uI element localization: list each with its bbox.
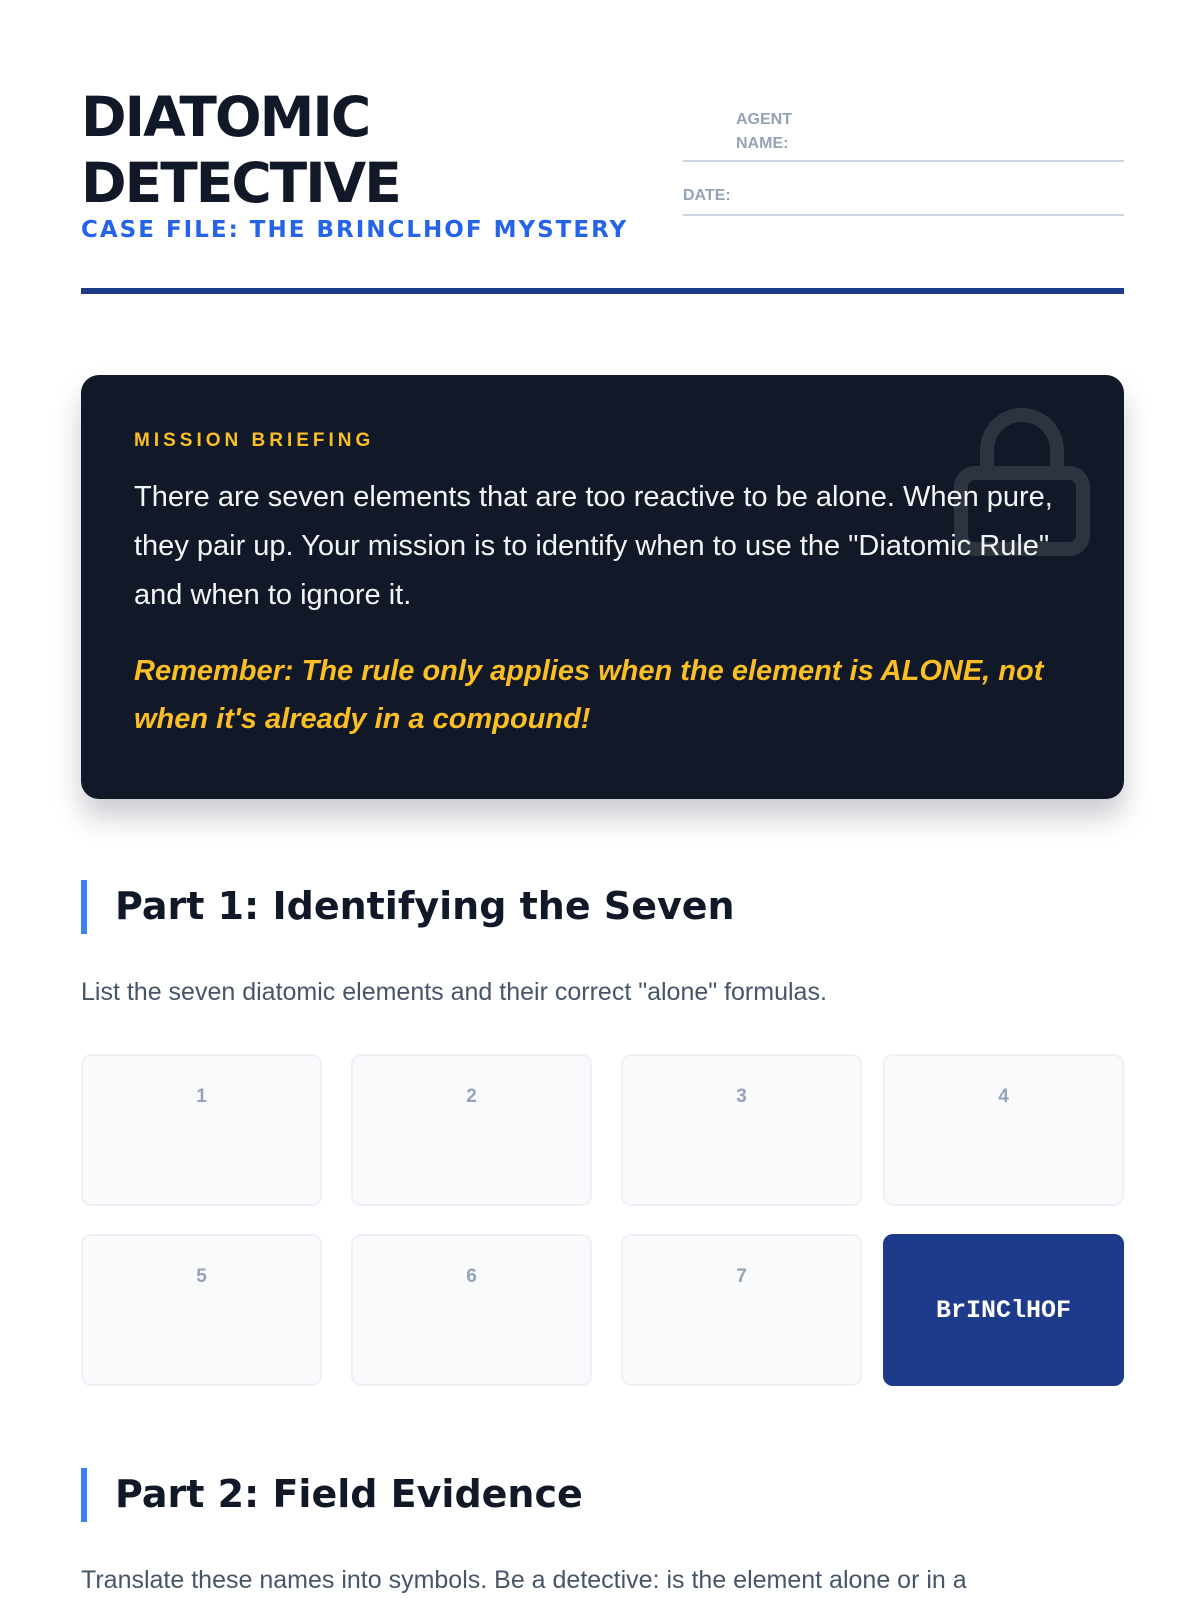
case-file-subtitle: CASE FILE: THE BRINCLHOF MYSTERY: [81, 217, 629, 243]
mnemonic-card: [883, 1234, 1124, 1386]
part1-heading: [81, 880, 981, 934]
part2-instructions: Translate these names into symbols. Be a detective: is the element alone or in a: [81, 1566, 967, 1594]
answer-box-number: 3: [736, 1086, 747, 1107]
briefing-reminder: Remember: The rule only applies when the element is ALONE, not when it's already in a compound!: [134, 655, 1044, 735]
agent-name-label: [736, 108, 826, 156]
date-field[interactable]: [683, 184, 1124, 216]
title-line-2: DETECTIVE: [81, 151, 400, 215]
answer-box-number: 6: [466, 1266, 477, 1287]
answer-box-number: 2: [466, 1086, 477, 1107]
answer-box-number: 4: [998, 1086, 1009, 1107]
answer-box-1[interactable]: [81, 1054, 322, 1206]
mnemonic-text: BrINClHOF: [935, 1296, 1072, 1325]
answer-box-number: 7: [736, 1266, 747, 1287]
worksheet-header: [81, 84, 1124, 296]
part2-heading-accent: [81, 1468, 87, 1522]
answer-box-6[interactable]: [351, 1234, 592, 1386]
answer-box-4[interactable]: [883, 1054, 1124, 1206]
briefing-label: MISSION BRIEFING: [134, 430, 375, 451]
agent-label-line-2: NAME:: [736, 135, 789, 152]
answer-box-7[interactable]: [621, 1234, 862, 1386]
part2-heading-text: Part 2: Field Evidence: [115, 1472, 583, 1516]
answer-box-2[interactable]: [351, 1054, 592, 1206]
page-title: [81, 84, 400, 216]
part1-heading-accent: [81, 880, 87, 934]
part2-heading: [81, 1468, 981, 1522]
mission-briefing-card: [81, 375, 1124, 799]
part1-heading-text: Part 1: Identifying the Seven: [115, 884, 735, 928]
answer-box-3[interactable]: [621, 1054, 862, 1206]
answer-box-number: 5: [196, 1266, 207, 1287]
answer-box-5[interactable]: [81, 1234, 322, 1386]
date-label: DATE:: [683, 187, 731, 204]
agent-name-field[interactable]: [683, 104, 1124, 162]
diatomic-answer-grid: [81, 1054, 1124, 1387]
agent-label-line-1: AGENT: [736, 111, 792, 128]
title-line-1: DIATOMIC: [81, 85, 370, 149]
header-divider: [81, 288, 1124, 294]
answer-box-number: 1: [196, 1086, 207, 1107]
briefing-text: There are seven elements that are too reactive to be alone. When pure, they pair up. Your mission is to identify when to use the "Diatomic Rule" and when to ignore it.: [134, 481, 1053, 611]
part1-instructions: List the seven diatomic elements and their correct "alone" formulas.: [81, 978, 827, 1006]
